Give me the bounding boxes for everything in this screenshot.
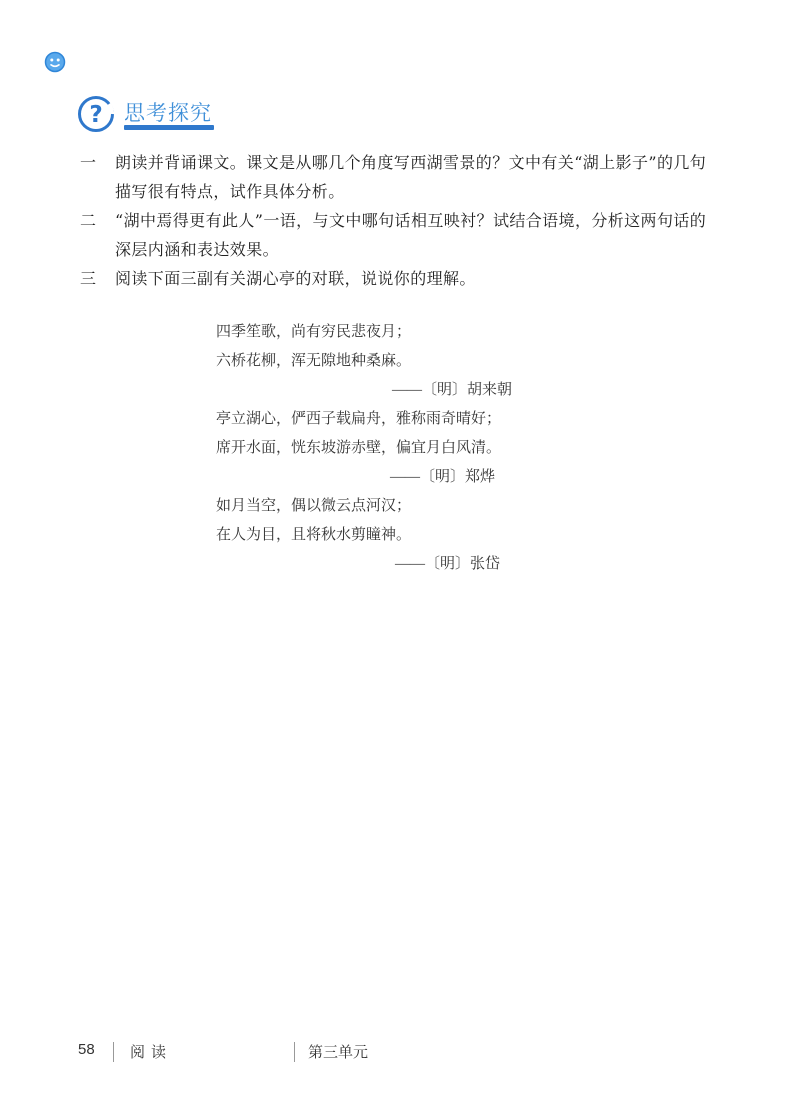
question-number: 一 — [80, 153, 97, 172]
question-mark-icon — [78, 96, 114, 132]
question-number: 二 — [80, 211, 97, 230]
couplet-block — [216, 318, 536, 579]
footer-divider — [294, 1042, 295, 1062]
couplet-line: 六桥花柳，浑无隙地种桑麻。 — [216, 353, 412, 369]
question-item — [80, 206, 720, 264]
section-header — [78, 95, 238, 135]
book-name: 阅读 — [130, 1044, 173, 1061]
page-number: 58 — [78, 1041, 95, 1058]
couplet-line: 亭立湖心，俨西子载扁舟，雅称雨奇晴好； — [216, 411, 502, 427]
question-text: 朗读并背诵课文。课文是从哪几个角度写西湖雪景的？文中有关“湖上影子”的几句描写很有特点，试作具体分析。 — [115, 153, 707, 201]
footer-divider — [113, 1042, 114, 1062]
couplet-line: 在人为目，且将秋水剪瞳神。 — [216, 527, 412, 543]
svg-text:?: ? — [89, 102, 103, 128]
couplet-author: ——〔明〕胡来朝 — [391, 382, 512, 398]
couplet-author: ——〔明〕郑烨 — [389, 469, 495, 485]
page-footer — [0, 1038, 800, 1068]
question-text: 阅读下面三副有关湖心亭的对联，说说你的理解。 — [115, 269, 476, 288]
couplet-line: 如月当空，偶以微云点河汉； — [216, 498, 412, 514]
question-number: 三 — [80, 269, 97, 288]
section-underline — [124, 125, 214, 130]
question-item — [80, 148, 720, 206]
unit-name: 第三单元 — [308, 1044, 369, 1061]
couplet-line: 四季笙歌，尚有穷民悲夜月； — [216, 324, 412, 340]
smiley-icon — [44, 51, 66, 73]
question-item — [80, 264, 720, 293]
couplet-author: ——〔明〕张岱 — [394, 556, 500, 572]
couplet-line: 席开水面，恍东坡游赤壁，偏宜月白风清。 — [216, 440, 502, 456]
section-title: 思考探究 — [124, 101, 212, 125]
question-text: “湖中焉得更有此人”一语，与文中哪句话相互映衬？试结合语境，分析这两句话的深层内涵和表达效果。 — [115, 211, 707, 259]
question-list — [80, 148, 720, 293]
